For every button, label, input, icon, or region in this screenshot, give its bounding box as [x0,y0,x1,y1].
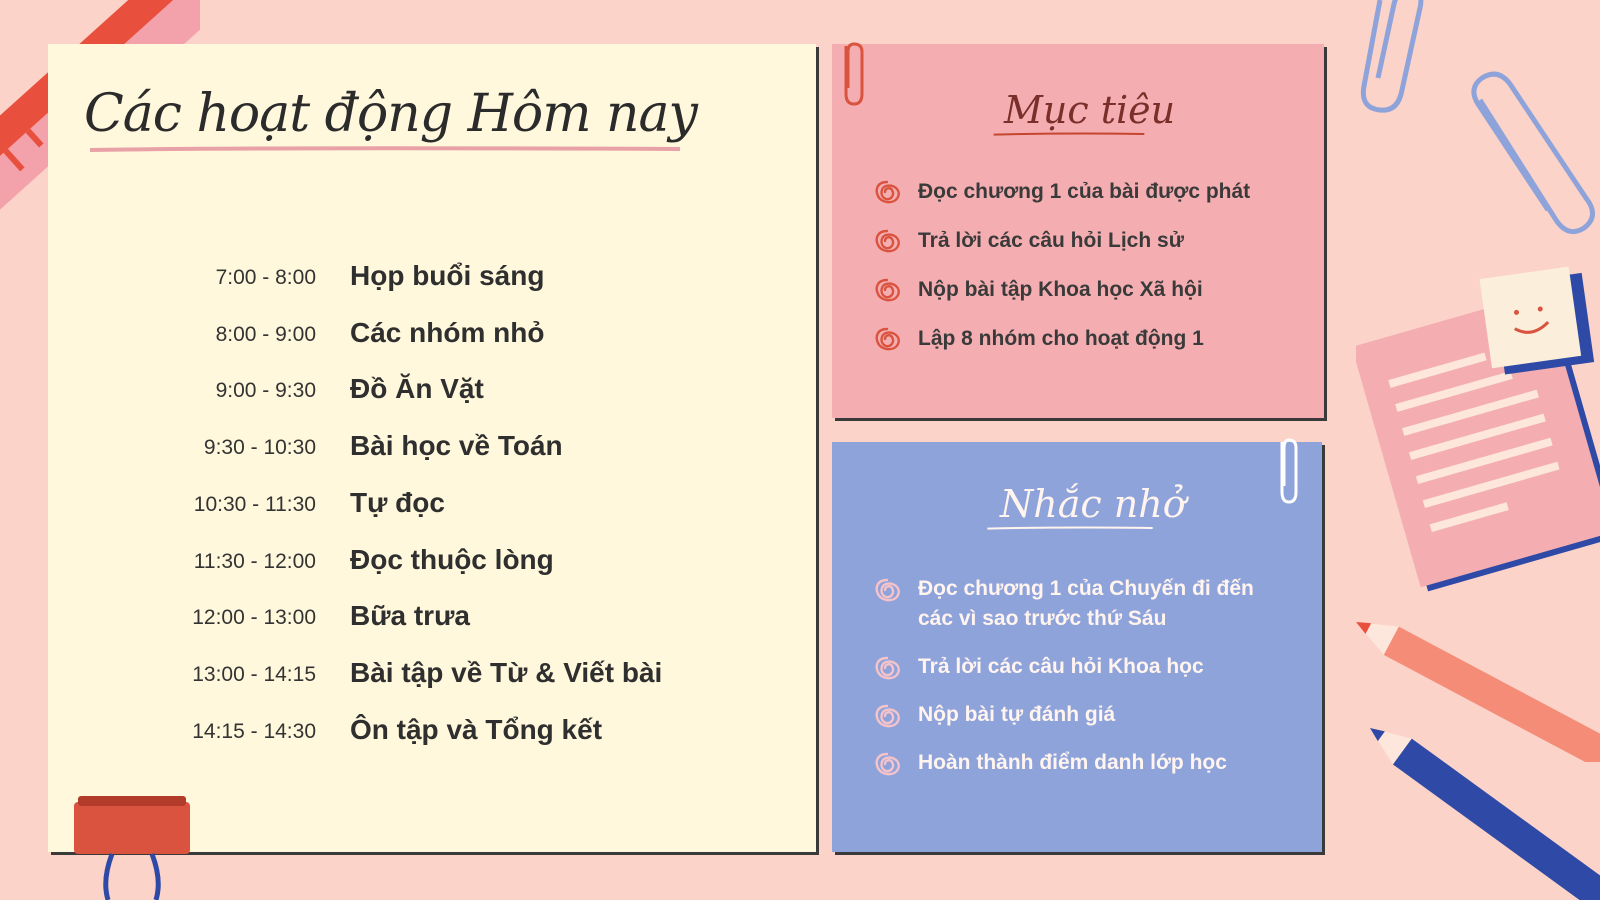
schedule-activity: Bài tập về Từ & Viết bài [350,656,663,688]
schedule-row [48,313,808,353]
reminder-text: Hoàn thành điểm danh lớp học [918,751,1227,774]
schedule-row [48,369,808,409]
goal-item [872,323,1312,357]
schedule-row [48,483,808,523]
paperclip-icon [1350,0,1440,120]
schedule-activity: Bài học về Toán [350,430,563,462]
goals-card [832,44,1324,418]
scribble-bullet-icon [872,702,902,732]
schedule-row [48,653,808,693]
schedule-time: 9:00 - 9:30 [215,379,316,403]
goal-text: Nộp bài tập Khoa học Xã hội [918,278,1203,301]
reminders-title-underline [946,526,1194,530]
schedule-time: 9:30 - 10:30 [203,436,316,460]
schedule-activity: Ôn tập và Tổng kết [350,713,603,745]
goals-title-underline [956,132,1182,136]
paperclip-icon [1460,70,1600,240]
reminders-card [832,442,1322,852]
paperclip-icon [1272,434,1306,506]
schedule-time: 10:30 - 11:30 [193,492,316,516]
schedule-activity: Đồ Ăn Vặt [350,373,484,405]
scribble-bullet-icon [872,654,902,684]
title-underline [90,146,680,152]
binder-clip-icon [72,790,192,900]
reminder-text: Trả lời các câu hỏi Khoa học [918,655,1204,678]
goal-item [872,274,1312,308]
schedule-row [48,540,808,580]
goals-title: Mục tiêu [1004,88,1176,132]
schedule-time: 13:00 - 14:15 [192,662,316,686]
schedule-activity: Họp buổi sáng [350,260,545,291]
schedule-title: Các hoạt động Hôm nay [84,84,697,144]
schedule-activity: Tự đọc [350,486,445,518]
schedule-row [48,426,808,466]
schedule-row [48,710,808,750]
scribble-bullet-icon [872,750,902,780]
schedule-time: 8:00 - 9:00 [215,322,316,346]
schedule-time: 14:15 - 14:30 [192,719,316,743]
smiley-note-icon [1468,262,1600,382]
scribble-bullet-icon [872,276,902,306]
schedule-activity: Bữa trưa [350,600,470,632]
reminders-title: Nhắc nhở [1000,482,1186,526]
paperclip-icon [836,38,872,108]
scribble-bullet-icon [872,178,902,208]
schedule-time: 12:00 - 13:00 [192,606,316,630]
reminder-text: Đọc chương 1 của Chuyến đi đến các vì sao trước thứ Sáu [918,577,1254,630]
goal-item [872,176,1312,210]
goal-text: Đọc chương 1 của bài được phát [918,180,1251,203]
pencil-icon [1370,728,1600,900]
reminder-text: Nộp bài tự đánh giá [918,703,1116,726]
schedule-activity: Các nhóm nhỏ [350,316,545,348]
schedule-row [48,256,808,296]
schedule-activity: Đọc thuộc lòng [350,543,554,575]
scribble-bullet-icon [872,325,902,355]
scribble-bullet-icon [872,576,902,606]
goal-item [872,225,1312,259]
goal-text: Lập 8 nhóm cho hoạt động 1 [918,327,1204,350]
schedule-row [48,596,808,636]
schedule-time: 7:00 - 8:00 [215,266,316,289]
schedule-time: 11:30 - 12:00 [193,549,316,573]
scribble-bullet-icon [872,227,902,257]
goal-text: Trả lời các câu hỏi Lịch sử [918,229,1184,252]
